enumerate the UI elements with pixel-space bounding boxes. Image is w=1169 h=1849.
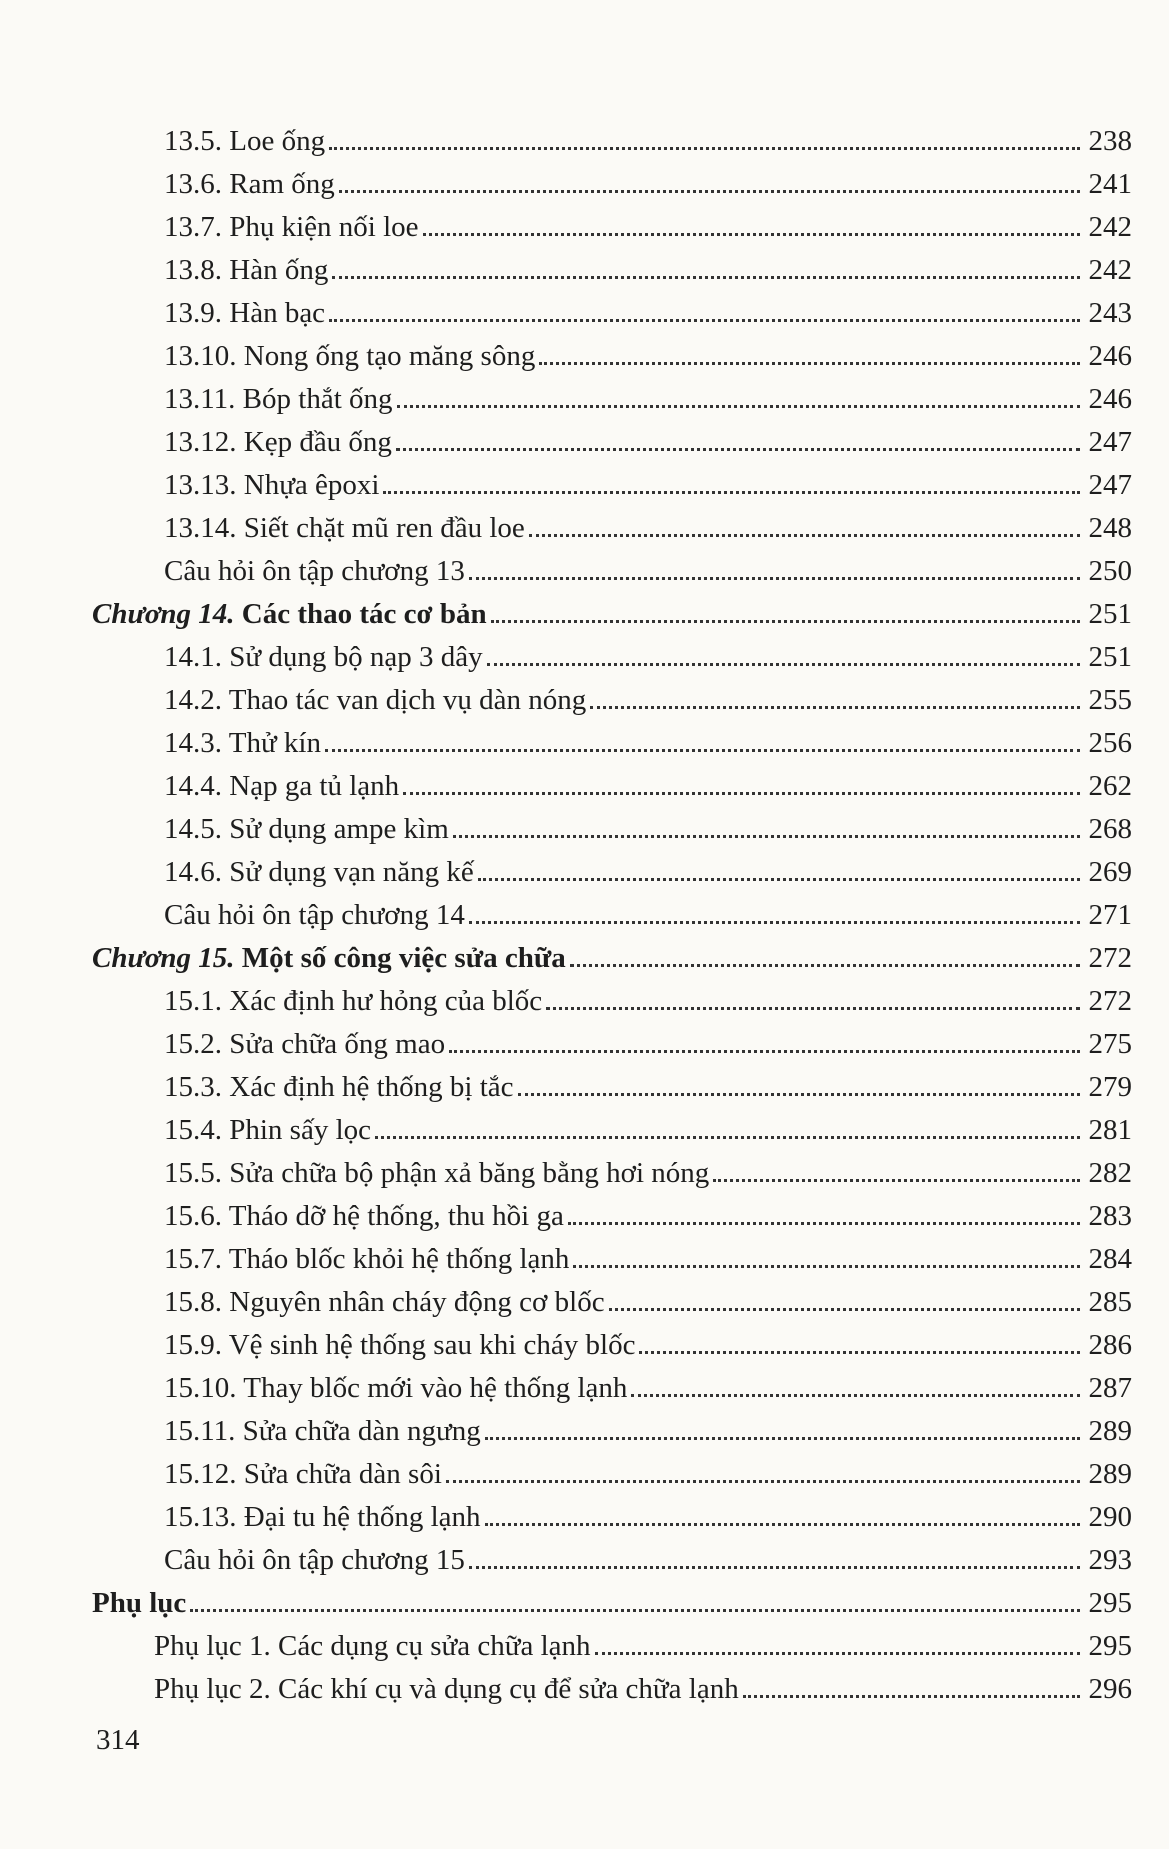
dot-leader xyxy=(595,1652,1080,1655)
toc-entry-page: 290 xyxy=(1088,1501,1132,1533)
toc-entry-label: 14.4. Nạp ga tủ lạnh xyxy=(164,770,400,802)
dot-leader xyxy=(396,448,1080,451)
toc-entry-review-14 xyxy=(92,894,1132,937)
page-number: 314 xyxy=(96,1724,140,1756)
dot-leader xyxy=(570,964,1080,967)
toc-entry-15-4 xyxy=(92,1109,1132,1152)
toc-entry-15-1 xyxy=(92,980,1132,1023)
toc-entry-label: 15.12. Sửa chữa dàn sôi xyxy=(164,1458,442,1490)
toc-entry-label: 13.14. Siết chặt mũ ren đầu loe xyxy=(164,512,525,544)
table-of-contents xyxy=(92,120,1132,1711)
toc-entry-13-13 xyxy=(92,464,1132,507)
toc-entry-13-7 xyxy=(92,206,1132,249)
dot-leader xyxy=(631,1394,1080,1397)
dot-leader xyxy=(403,792,1080,795)
toc-entry-14-3 xyxy=(92,722,1132,765)
toc-entry-page: 262 xyxy=(1088,770,1132,802)
toc-entry-page: 269 xyxy=(1088,856,1132,888)
dot-leader xyxy=(190,1609,1080,1612)
dot-leader xyxy=(339,190,1080,193)
toc-entry-page: 255 xyxy=(1088,684,1132,716)
toc-entry-label: 15.8. Nguyên nhân cháy động cơ blốc xyxy=(164,1286,605,1318)
toc-entry-14-2 xyxy=(92,679,1132,722)
toc-entry-page: 251 xyxy=(1088,598,1132,630)
dot-leader xyxy=(446,1480,1080,1483)
toc-entry-page: 271 xyxy=(1088,899,1132,931)
toc-entry-label: 15.10. Thay blốc mới vào hệ thống lạnh xyxy=(164,1372,628,1404)
toc-entry-13-8 xyxy=(92,249,1132,292)
toc-entry-page: 285 xyxy=(1088,1286,1132,1318)
dot-leader xyxy=(325,749,1080,752)
toc-entry-label: Câu hỏi ôn tập chương 15 xyxy=(164,1544,465,1576)
toc-entry-15-6 xyxy=(92,1195,1132,1238)
toc-entry-page: 256 xyxy=(1088,727,1132,759)
toc-chapter-14 xyxy=(92,593,1132,636)
toc-entry-15-5 xyxy=(92,1152,1132,1195)
dot-leader xyxy=(713,1179,1080,1182)
dot-leader xyxy=(375,1136,1080,1139)
toc-entry-label: 13.10. Nong ống tạo măng sông xyxy=(164,340,536,372)
toc-entry-label: 14.5. Sử dụng ampe kìm xyxy=(164,813,449,845)
toc-entry-13-6 xyxy=(92,163,1132,206)
chapter-number: Chương 14. xyxy=(92,598,235,630)
chapter-number: Chương 15. xyxy=(92,942,235,974)
toc-entry-page: 282 xyxy=(1088,1157,1132,1189)
toc-entry-15-3 xyxy=(92,1066,1132,1109)
toc-entry-13-10 xyxy=(92,335,1132,378)
toc-entry-page: 289 xyxy=(1088,1458,1132,1490)
toc-entry-13-5 xyxy=(92,120,1132,163)
toc-entry-14-1 xyxy=(92,636,1132,679)
toc-appendix xyxy=(92,1582,1132,1625)
toc-entry-page: 268 xyxy=(1088,813,1132,845)
dot-leader xyxy=(478,878,1080,881)
toc-entry-page: 241 xyxy=(1088,168,1132,200)
dot-leader xyxy=(469,1566,1080,1569)
toc-entry-page: 275 xyxy=(1088,1028,1132,1060)
toc-entry-13-14 xyxy=(92,507,1132,550)
toc-entry-page: 281 xyxy=(1088,1114,1132,1146)
toc-entry-page: 251 xyxy=(1088,641,1132,673)
toc-entry-label: 13.8. Hàn ống xyxy=(164,254,329,286)
toc-entry-page: 295 xyxy=(1088,1587,1132,1619)
toc-entry-page: 296 xyxy=(1088,1673,1132,1705)
dot-leader xyxy=(397,405,1080,408)
toc-entry-label: 13.13. Nhựa êpoxi xyxy=(164,469,380,501)
dot-leader xyxy=(573,1265,1080,1268)
toc-entry-label: 15.7. Tháo blốc khỏi hệ thống lạnh xyxy=(164,1243,570,1275)
dot-leader xyxy=(609,1308,1080,1311)
dot-leader xyxy=(423,233,1080,236)
dot-leader xyxy=(485,1437,1080,1440)
toc-entry-13-11 xyxy=(92,378,1132,421)
dot-leader xyxy=(332,276,1080,279)
toc-entry-page: 279 xyxy=(1088,1071,1132,1103)
toc-entry-13-9 xyxy=(92,292,1132,335)
dot-leader xyxy=(383,491,1080,494)
toc-entry-label: 15.13. Đại tu hệ thống lạnh xyxy=(164,1501,481,1533)
toc-entry-review-15 xyxy=(92,1539,1132,1582)
toc-entry-label: 13.9. Hàn bạc xyxy=(164,297,326,329)
toc-entry-label: 13.6. Ram ống xyxy=(164,168,335,200)
toc-entry-15-13 xyxy=(92,1496,1132,1539)
toc-entry-page: 289 xyxy=(1088,1415,1132,1447)
toc-entry-15-9 xyxy=(92,1324,1132,1367)
toc-chapter-15 xyxy=(92,937,1132,980)
toc-entry-page: 246 xyxy=(1088,340,1132,372)
dot-leader xyxy=(453,835,1080,838)
dot-leader xyxy=(487,663,1080,666)
toc-entry-page: 247 xyxy=(1088,426,1132,458)
toc-entry-page: 272 xyxy=(1088,942,1132,974)
toc-entry-14-5 xyxy=(92,808,1132,851)
toc-entry-page: 238 xyxy=(1088,125,1132,157)
dot-leader xyxy=(491,620,1080,623)
dot-leader xyxy=(469,577,1080,580)
dot-leader xyxy=(449,1050,1080,1053)
toc-entry-15-8 xyxy=(92,1281,1132,1324)
toc-entry-15-12 xyxy=(92,1453,1132,1496)
toc-entry-page: 286 xyxy=(1088,1329,1132,1361)
toc-entry-page: 283 xyxy=(1088,1200,1132,1232)
toc-entry-label: 15.3. Xác định hệ thống bị tắc xyxy=(164,1071,514,1103)
toc-entry-label: 14.3. Thử kín xyxy=(164,727,321,759)
toc-entry-page: 295 xyxy=(1088,1630,1132,1662)
toc-entry-label: Phụ lục 2. Các khí cụ và dụng cụ để sửa chữa lạnh xyxy=(154,1673,739,1705)
toc-entry-label: 14.6. Sử dụng vạn năng kế xyxy=(164,856,474,888)
chapter-title: Các thao tác cơ bản xyxy=(241,598,487,630)
toc-entry-label: 15.1. Xác định hư hỏng của blốc xyxy=(164,985,543,1017)
toc-entry-label: Phụ lục 1. Các dụng cụ sửa chữa lạnh xyxy=(154,1630,591,1662)
toc-entry-15-2 xyxy=(92,1023,1132,1066)
toc-entry-page: 272 xyxy=(1088,985,1132,1017)
toc-entry-15-7 xyxy=(92,1238,1132,1281)
dot-leader xyxy=(590,706,1080,709)
toc-entry-page: 250 xyxy=(1088,555,1132,587)
toc-entry-page: 284 xyxy=(1088,1243,1132,1275)
toc-entry-page: 246 xyxy=(1088,383,1132,415)
dot-leader xyxy=(329,319,1080,322)
toc-entry-page: 248 xyxy=(1088,512,1132,544)
toc-entry-label: 13.12. Kẹp đầu ống xyxy=(164,426,392,458)
toc-entry-appendix-2 xyxy=(92,1668,1132,1711)
dot-leader xyxy=(329,147,1080,150)
toc-entry-page: 287 xyxy=(1088,1372,1132,1404)
toc-entry-label: 14.1. Sử dụng bộ nạp 3 dây xyxy=(164,641,483,673)
toc-entry-13-12 xyxy=(92,421,1132,464)
toc-entry-15-11 xyxy=(92,1410,1132,1453)
dot-leader xyxy=(546,1007,1080,1010)
dot-leader xyxy=(639,1351,1080,1354)
toc-entry-label: Câu hỏi ôn tập chương 14 xyxy=(164,899,465,931)
toc-entry-14-4 xyxy=(92,765,1132,808)
toc-entry-label: 15.11. Sửa chữa dàn ngưng xyxy=(164,1415,481,1447)
dot-leader xyxy=(485,1523,1080,1526)
dot-leader xyxy=(743,1695,1080,1698)
toc-entry-page: 243 xyxy=(1088,297,1132,329)
toc-entry-review-13 xyxy=(92,550,1132,593)
toc-entry-label: 13.5. Loe ống xyxy=(164,125,326,157)
toc-entry-page: 242 xyxy=(1088,211,1132,243)
dot-leader xyxy=(469,921,1080,924)
dot-leader xyxy=(518,1093,1080,1096)
toc-entry-14-6 xyxy=(92,851,1132,894)
dot-leader xyxy=(539,362,1080,365)
toc-entry-label: 13.7. Phụ kiện nối loe xyxy=(164,211,419,243)
toc-entry-page: 293 xyxy=(1088,1544,1132,1576)
toc-entry-label: 13.11. Bóp thắt ống xyxy=(164,383,393,415)
toc-entry-appendix-1 xyxy=(92,1625,1132,1668)
toc-entry-label: 15.6. Tháo dỡ hệ thống, thu hồi ga xyxy=(164,1200,564,1232)
toc-entry-page: 242 xyxy=(1088,254,1132,286)
toc-entry-label: 15.9. Vệ sinh hệ thống sau khi cháy blốc xyxy=(164,1329,636,1361)
toc-entry-label: 15.5. Sửa chữa bộ phận xả băng bằng hơi nóng xyxy=(164,1157,710,1189)
chapter-title: Một số công việc sửa chữa xyxy=(241,942,566,974)
dot-leader xyxy=(568,1222,1080,1225)
toc-entry-label: 15.4. Phin sấy lọc xyxy=(164,1114,372,1146)
dot-leader xyxy=(529,534,1080,537)
toc-entry-label: Phụ lục xyxy=(92,1587,187,1619)
toc-entry-15-10 xyxy=(92,1367,1132,1410)
toc-entry-label: 15.2. Sửa chữa ống mao xyxy=(164,1028,446,1060)
toc-entry-label: 14.2. Thao tác van dịch vụ dàn nóng xyxy=(164,684,587,716)
toc-entry-page: 247 xyxy=(1088,469,1132,501)
toc-entry-label: Câu hỏi ôn tập chương 13 xyxy=(164,555,465,587)
